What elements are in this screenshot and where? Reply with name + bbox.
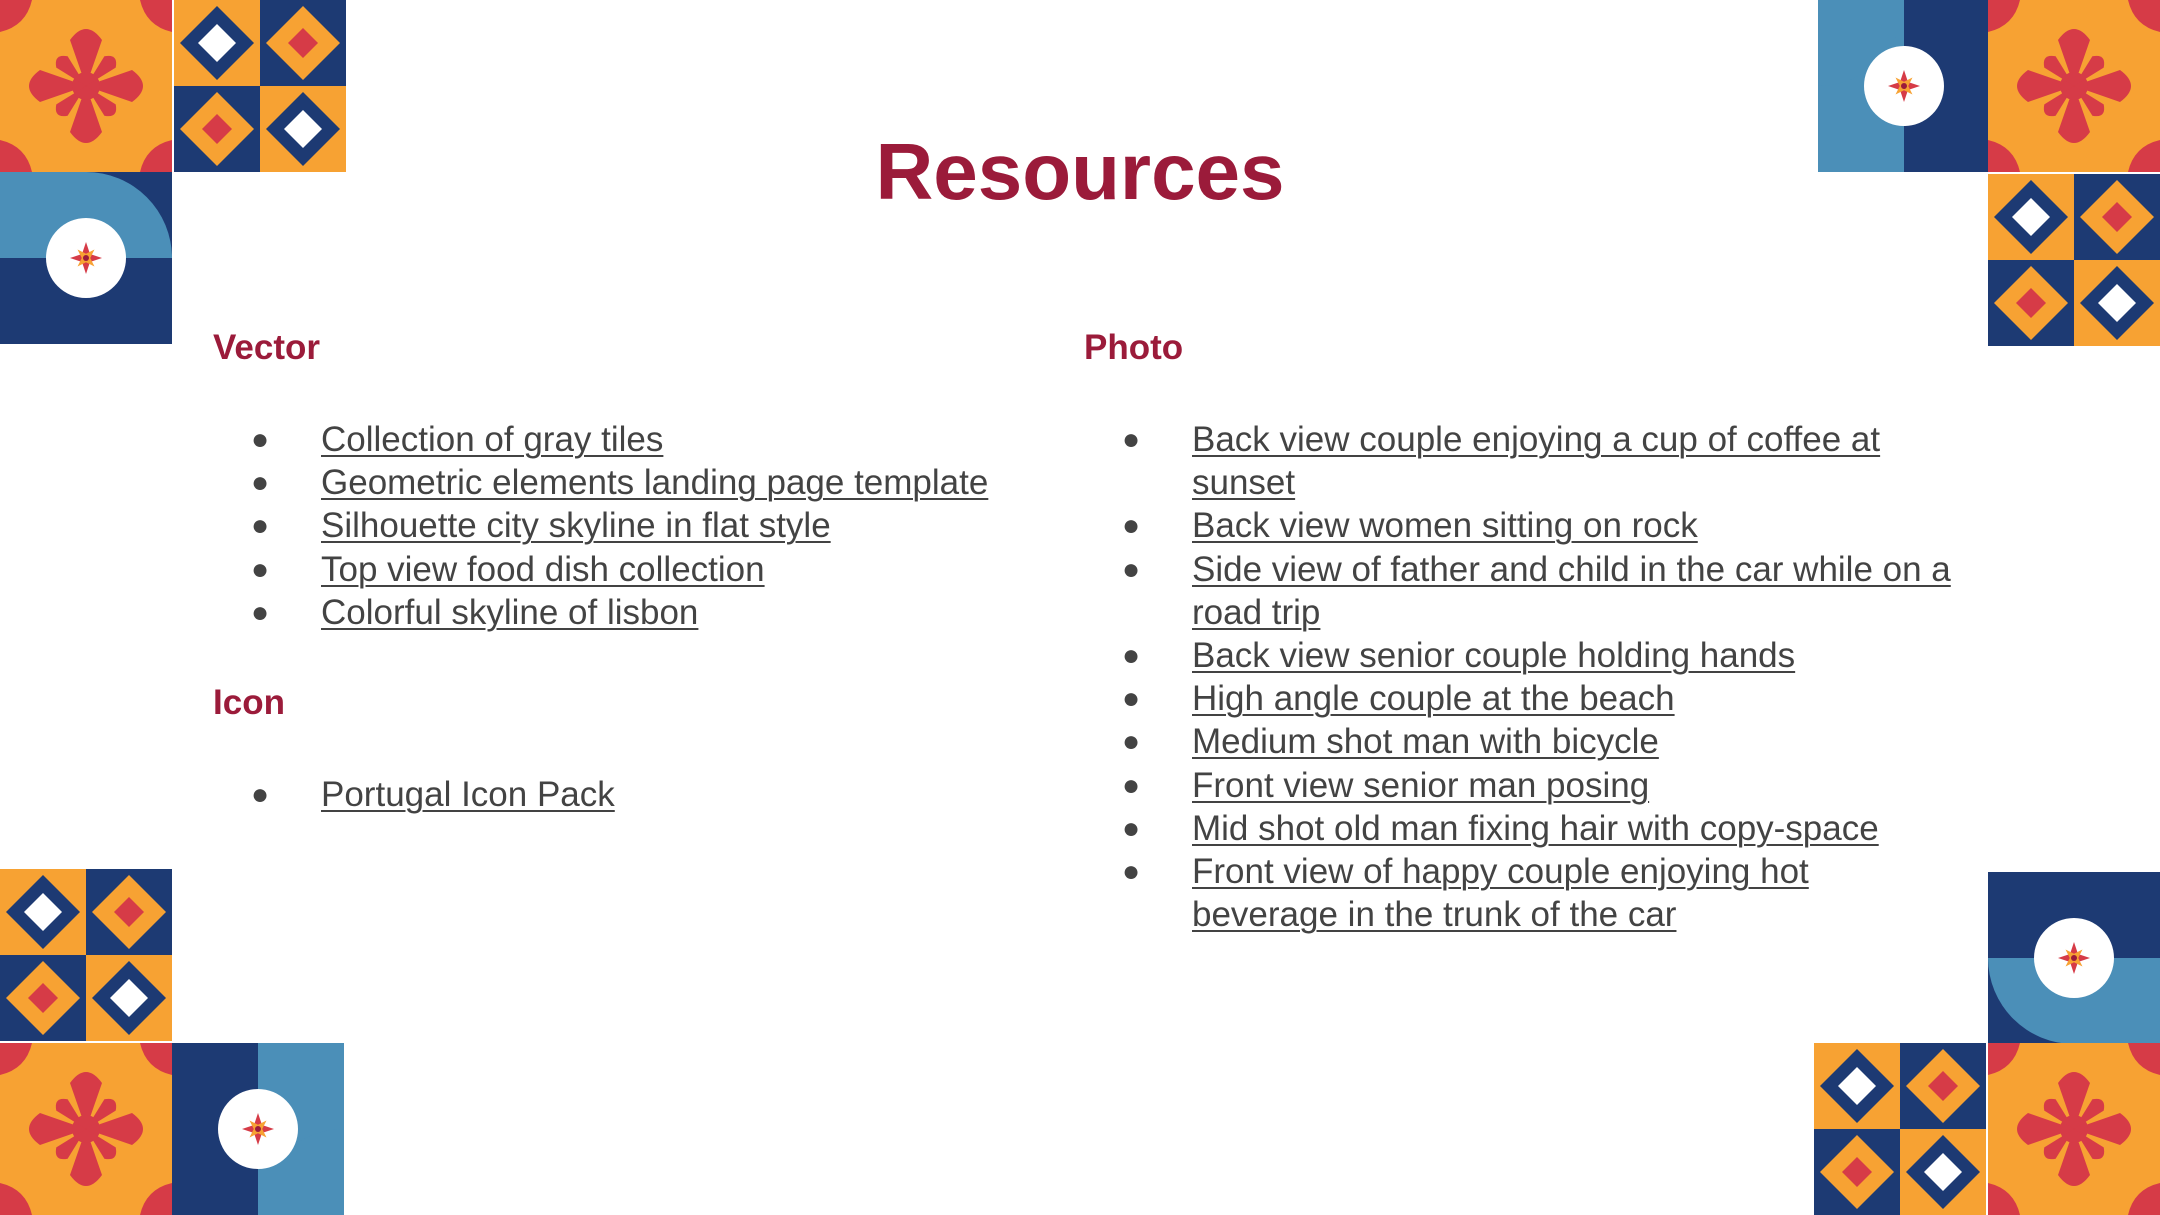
page-title: Resources <box>875 127 1285 216</box>
bullet-icon: ● <box>251 552 270 586</box>
photo-list <box>1084 418 1964 936</box>
resource-link[interactable]: Side view of father and child in the car while on a road trip <box>1192 549 1951 632</box>
vector-heading: Vector <box>213 328 320 367</box>
bullet-icon: ● <box>1122 811 1141 845</box>
list-item <box>1084 720 1964 763</box>
bullet-icon: ● <box>251 509 270 543</box>
diamond-tile-icon <box>0 869 172 1041</box>
resource-link[interactable]: Front view of happy couple enjoying hot beverage in the trunk of the car <box>1192 852 1809 935</box>
list-item <box>213 504 1073 547</box>
list-item <box>213 773 1073 816</box>
vector-list <box>213 418 1073 634</box>
list-item <box>1084 807 1964 850</box>
resource-link[interactable]: Mid shot old man fixing hair with copy-space <box>1192 808 1879 848</box>
flower-tile-icon <box>1988 1043 2160 1215</box>
diamond-tile-icon <box>1814 1043 1986 1215</box>
list-item <box>1084 764 1964 807</box>
half-circle-star-tile-icon <box>1988 872 2160 1044</box>
resource-link[interactable]: Silhouette city skyline in flat style <box>321 506 831 546</box>
resource-link[interactable]: Medium shot man with bicycle <box>1192 722 1659 762</box>
resource-link[interactable]: Collection of gray tiles <box>321 420 664 459</box>
bullet-icon: ● <box>1122 855 1141 889</box>
bullet-icon: ● <box>251 423 270 456</box>
resource-link[interactable]: Top view food dish collection <box>321 549 765 589</box>
list-item <box>1084 634 1964 677</box>
bullet-icon: ● <box>1122 509 1141 543</box>
resource-link[interactable]: Back view senior couple holding hands <box>1192 636 1796 676</box>
list-item <box>1084 504 1964 547</box>
bullet-icon: ● <box>251 778 270 811</box>
list-item <box>213 418 1073 461</box>
icon-heading: Icon <box>213 683 285 722</box>
resource-link[interactable]: Back view women sitting on rock <box>1192 506 1698 546</box>
list-item <box>213 461 1073 504</box>
icon-list <box>213 773 1073 816</box>
bullet-icon: ● <box>251 595 270 629</box>
list-item <box>1084 418 1964 504</box>
list-item <box>213 548 1073 591</box>
resource-link[interactable]: High angle couple at the beach <box>1192 679 1675 719</box>
list-item <box>1084 850 1964 936</box>
bullet-icon: ● <box>1122 725 1141 759</box>
resource-link[interactable]: Geometric elements landing page template <box>321 463 989 503</box>
bullet-icon: ● <box>1122 682 1141 716</box>
bullet-icon: ● <box>1122 768 1141 802</box>
bullet-icon: ● <box>1122 639 1141 673</box>
flower-tile-icon <box>0 1043 172 1215</box>
bullet-icon: ● <box>1122 423 1141 456</box>
photo-heading: Photo <box>1084 328 1184 367</box>
resource-link[interactable]: Back view couple enjoying a cup of coffee at sunset <box>1192 420 1881 503</box>
list-item <box>213 591 1073 634</box>
bullet-icon: ● <box>1122 552 1141 586</box>
list-item <box>1084 677 1964 720</box>
half-circle-star-tile-icon <box>172 1043 344 1215</box>
list-item <box>1084 548 1964 634</box>
resource-link[interactable]: Front view senior man posing <box>1192 765 1650 805</box>
bullet-icon: ● <box>251 466 270 500</box>
resource-link[interactable]: Portugal Icon Pack <box>321 775 615 814</box>
resource-link[interactable]: Colorful skyline of lisbon <box>321 592 699 632</box>
